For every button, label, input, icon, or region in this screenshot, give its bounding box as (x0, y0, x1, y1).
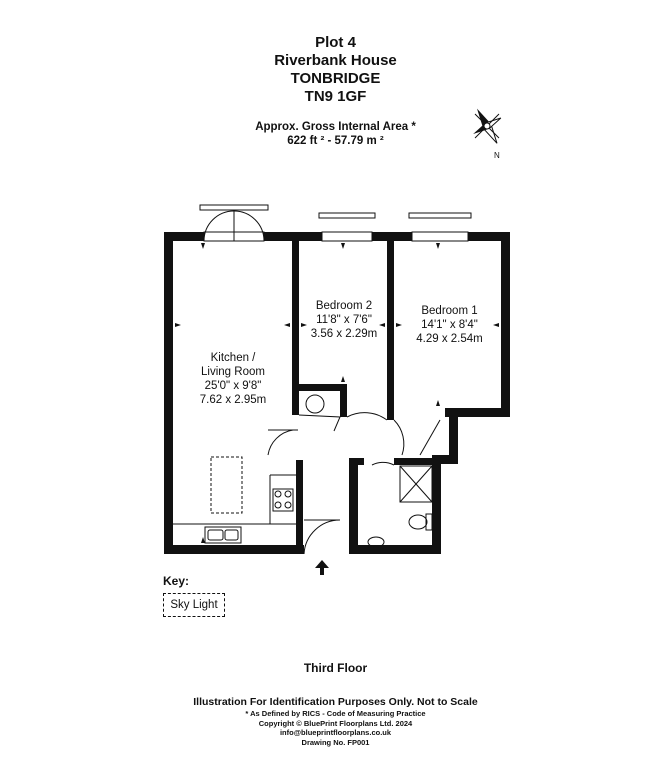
room-bedroom-1-name: Bedroom 1 (421, 305, 478, 317)
room-kitchen-imperial: 25'0" x 9'8" (204, 380, 262, 392)
room-bedroom-2 (299, 299, 389, 341)
kitchen-fittings (173, 457, 296, 543)
skylight-outline (211, 457, 242, 513)
town-name: TONBRIDGE (290, 70, 381, 87)
bathroom-fittings (368, 466, 432, 547)
copyright: Copyright © BluePrint Floorplans Ltd. 2024 (258, 718, 413, 728)
windows (200, 205, 471, 241)
rics-note: * As Defined by RICS - Code of Measuring Practice (245, 709, 426, 718)
cupboard (299, 395, 340, 431)
footer (160, 696, 511, 747)
area-value: 622 ft ² - 57.79 m ² (287, 135, 384, 147)
room-kitchen-living (183, 351, 283, 407)
plot-number: Plot 4 (315, 34, 356, 51)
disclaimer: Illustration For Identification Purposes Only. Not to Scale (193, 696, 478, 708)
room-bedroom-1-imperial: 14'1" x 8'4" (421, 319, 478, 331)
room-kitchen-name-2: Living Room (201, 366, 265, 378)
room-kitchen-metric: 7.62 x 2.95m (199, 394, 267, 406)
floor-name: Third Floor (303, 661, 368, 675)
room-bedroom-2-metric: 3.56 x 2.29m (310, 328, 378, 340)
key-title: Key: (163, 574, 190, 588)
area-label: Approx. Gross Internal Area * (255, 121, 416, 133)
room-kitchen-name-1: Kitchen / (210, 352, 256, 364)
key-skylight: Sky Light (163, 593, 225, 617)
room-bedroom-2-name: Bedroom 2 (315, 300, 373, 312)
entrance-arrow-icon (315, 560, 329, 575)
postcode: TN9 1GF (304, 88, 367, 105)
contact-email: info@blueprintfloorplans.co.uk (279, 728, 392, 737)
compass-north-label: N (494, 151, 500, 160)
drawing-number: Drawing No. FP001 (301, 737, 370, 747)
room-bedroom-2-imperial: 11'8" x 7'6" (316, 314, 372, 326)
room-bedroom-1 (402, 304, 497, 346)
compass-icon (472, 107, 503, 146)
room-bedroom-1-metric: 4.29 x 2.54m (416, 333, 483, 345)
building-name: Riverbank House (274, 52, 397, 69)
toilet (409, 515, 427, 529)
